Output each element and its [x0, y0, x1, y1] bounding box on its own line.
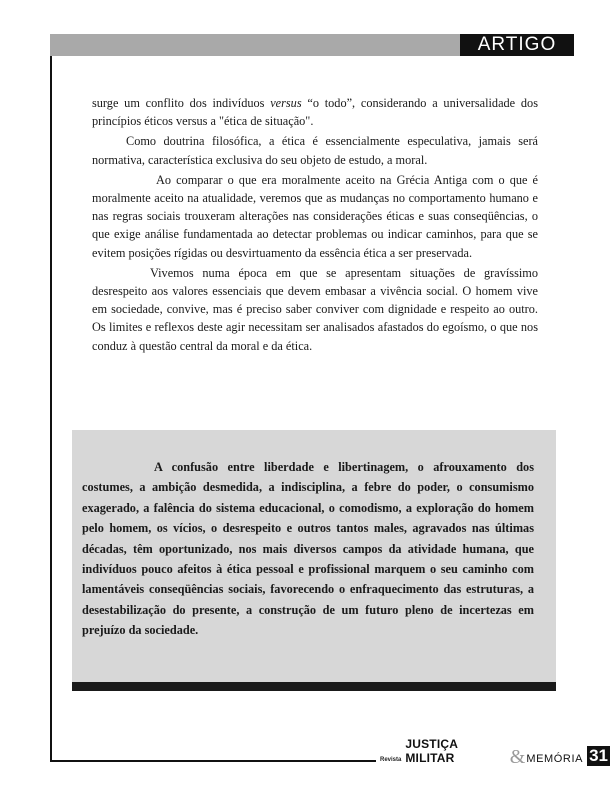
highlight-bottom-rule — [72, 682, 556, 691]
paragraph-1-emphasis: versus — [270, 96, 302, 110]
page-number: 31 — [589, 746, 608, 765]
footer-revista: Revista — [380, 757, 402, 763]
highlight-quote-text: A confusão entre liberdade e libertinagem, o afrouxamento dos costumes, a ambição desmedida, a indisciplina, a febre do poder, o consumismo exagerado, a falência do sistema educacional, o comodismo, a exploração do homem pelo homem, os vícios, o desrespeito e outros tantos males, agravados nas últimas décadas, têm oportunizado, nos mais diversos campos da atividade humana, que indivíduos pouco afeitos à ética pessoal e profissional marquem o seu caminho com lamentáveis conseqüências sociais, favorecendo o enfraquecimento das estruturas, a desestabilização do presente, a construção de um futuro pleno de incertezas em prejuízo da sociedade. — [82, 460, 534, 638]
footer-masthead — [380, 737, 610, 768]
section-label: ARTIGO — [460, 34, 574, 56]
paragraph-3: Ao comparar o que era moralmente aceito na Grécia Antiga com o que é moralmente aceito na atualidade, veremos que as mudanças no comportamento humano e nas regras sociais trouxeram alterações nas considerações éticas e suas conseqüências, o que exige análise fundamentada ao detectar problemas ou indicar caminhos, para que se evitem posições rígidas ou desvirtuamento da essência ética a ser preservada. — [92, 172, 538, 260]
footer-memoria: MEMÓRIA — [526, 753, 584, 765]
footer-justica-militar: JUSTIÇA MILITAR — [405, 737, 458, 765]
paragraph-1-text-b: “o todo”, considerando a universalidade dos princípios éticos versus a "ética de situação". — [92, 96, 538, 129]
paragraph-4: Vivemos numa época em que se apresentam situações de gravíssimo desrespeito aos valores essenciais que devem embasar a vivência social. O homem vive em sociedade, convive, mas é preciso saber conviver com dignidade e respeito ao outro. Os limites e reflexos deste agir necessitam ser analisados afastados do egoísmo, o que nos conduz à questão central da moral e da ética. — [92, 265, 538, 353]
highlight-quote — [82, 457, 534, 641]
paragraph-2: Como doutrina filosófica, a ética é essencialmente especulativa, jamais será normativa, característica exclusiva do seu objeto de estudo, a moral. — [92, 134, 538, 167]
paragraph-1 — [92, 94, 538, 130]
paragraph-1-text-a: surge um conflito dos indivíduos — [92, 96, 271, 110]
header-bar — [50, 34, 460, 56]
page-frame-left-rule — [50, 34, 52, 762]
article-body — [92, 94, 538, 355]
page-frame-bottom-rule — [50, 760, 376, 762]
footer-ampersand: & — [509, 746, 526, 768]
